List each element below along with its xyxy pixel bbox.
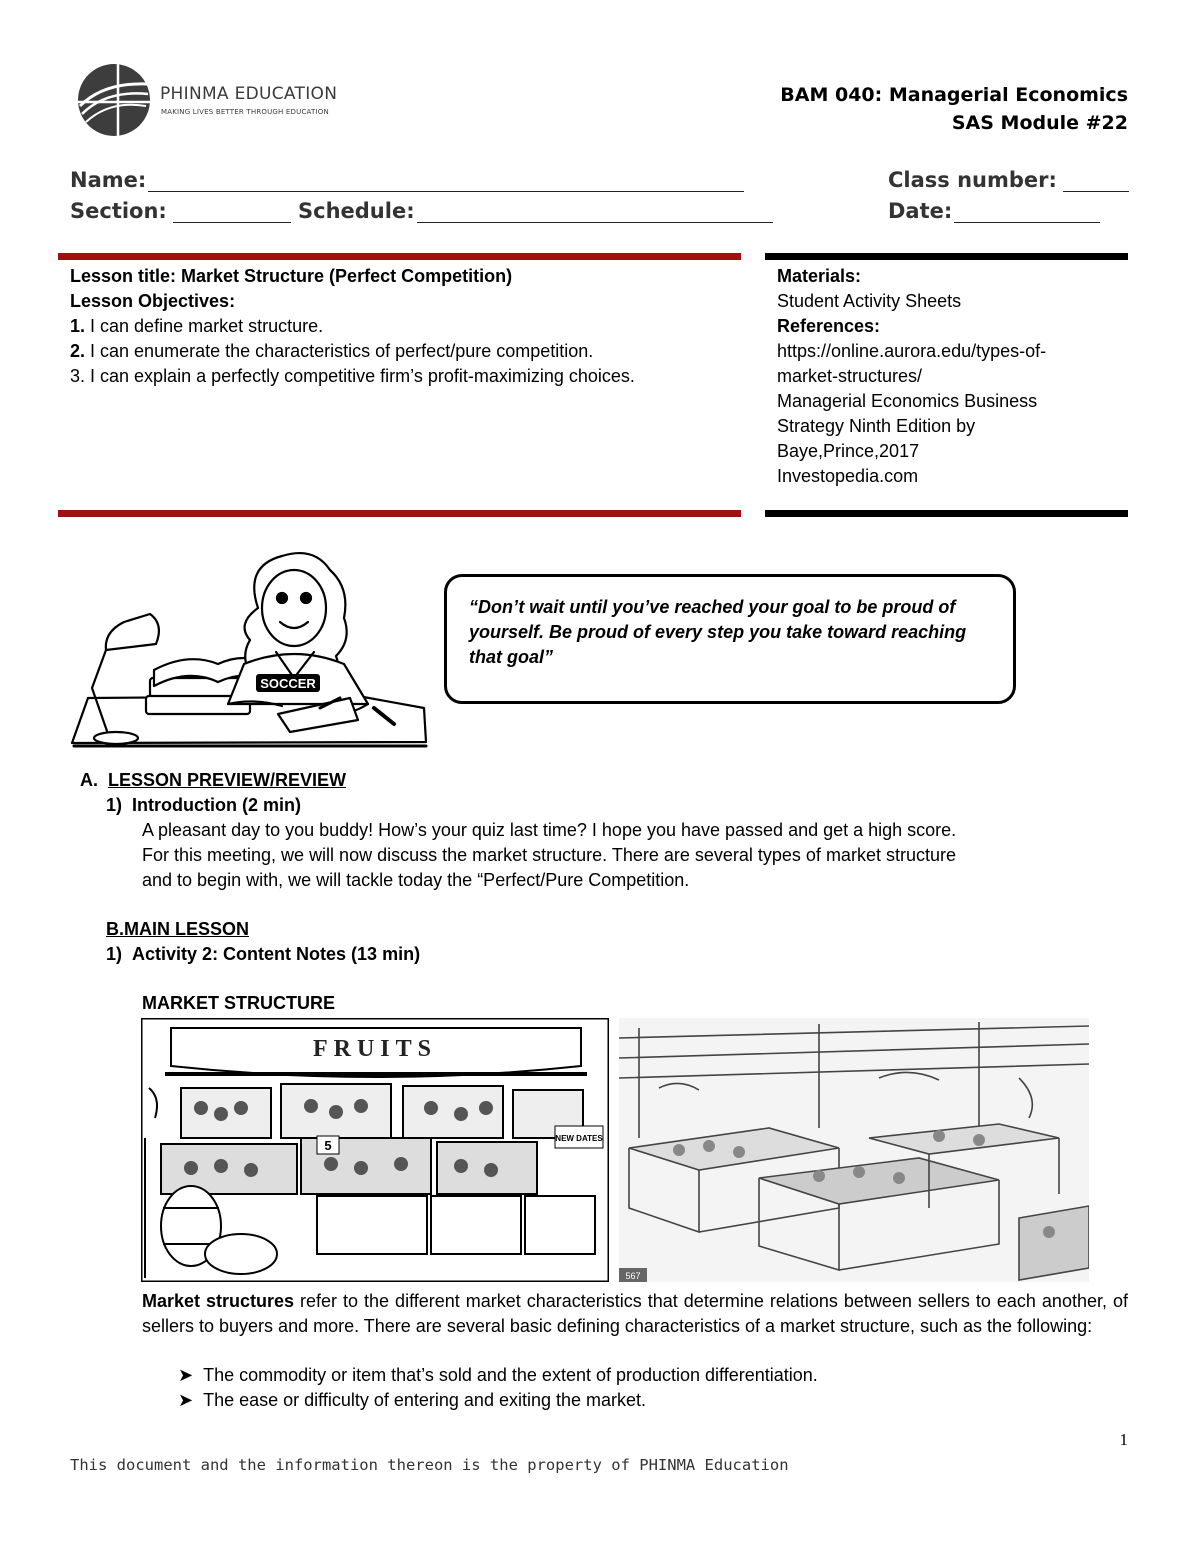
section-a-heading: A. LESSON PREVIEW/REVIEW [80, 770, 347, 790]
top-red-divider [58, 253, 741, 260]
quote-box [444, 574, 1016, 704]
bottom-red-divider [58, 510, 741, 517]
section-b-heading: B.MAIN LESSON [106, 919, 250, 939]
arrow-bullet-icon: ➤ [178, 1390, 194, 1410]
section-field[interactable] [70, 199, 291, 223]
objective-item: 1. I can define market structure. [70, 316, 324, 336]
objective-item: 2. I can enumerate the characteristics of perfect/pure competition. [70, 341, 594, 361]
bullet-item: ➤ The ease or difficulty of entering and exiting the market. [178, 1390, 647, 1410]
new-dates-tag: NEW DATES [555, 1134, 603, 1143]
objective-item: 3. I can explain a perfectly competitive firm’s profit-maximizing choices. [70, 366, 635, 386]
reference-line: Investopedia.com [777, 466, 919, 486]
fruit-stand-image [141, 1018, 609, 1282]
reference-line: Managerial Economics Business [777, 391, 1038, 411]
page-number: 1 [1119, 1430, 1128, 1449]
class-number-label: Class number: [888, 168, 1057, 192]
image-code: 567 [625, 1271, 641, 1281]
shirt-text: SOCCER [260, 676, 316, 691]
references-heading: References: [777, 316, 881, 336]
schedule-field[interactable] [298, 199, 773, 223]
module-number: SAS Module #22 [951, 112, 1128, 134]
name-label: Name: [70, 168, 147, 192]
logo-name: PHINMA EDUCATION [160, 84, 338, 104]
reference-line[interactable]: market-structures/ [777, 366, 923, 386]
activity-heading: 1) Activity 2: Content Notes (13 min) [106, 944, 421, 964]
price-tag: 5 [324, 1138, 332, 1153]
date-label: Date: [888, 199, 953, 223]
reference-line[interactable]: https://online.aurora.edu/types-of- [777, 341, 1047, 361]
intro-line: A pleasant day to you buddy! How’s your quiz last time? I hope you have passed and get a high score. [142, 820, 957, 840]
lesson-info [70, 264, 730, 389]
arrow-bullet-icon: ➤ [178, 1365, 194, 1385]
reference-line: Baye,Prince,2017 [777, 441, 920, 461]
materials-item: Student Activity Sheets [777, 291, 962, 311]
intro-line: and to begin with, we will tackle today the “Perfect/Pure Competition. [142, 870, 690, 890]
market-structures-definition: Market structures refer to the different market characteristics that determine relations between sellers to each another, of sellers to buyers and more. There are several basic defining characteristics of a market structure, such as the following: [142, 1291, 1128, 1336]
schedule-label: Schedule: [298, 199, 415, 223]
class-number-field[interactable] [888, 168, 1129, 192]
phinma-globe-icon [74, 62, 154, 138]
intro-line: For this meeting, we will now discuss the market structure. There are several types of market structure [142, 845, 956, 865]
logo-tagline: MAKING LIVES BETTER THROUGH EDUCATION [161, 108, 329, 116]
introduction-heading: 1) Introduction (2 min) [106, 795, 302, 815]
fruits-sign: FRUITS [312, 1036, 438, 1062]
section-label: Section: [70, 199, 167, 223]
course-title: BAM 040: Managerial Economics [780, 84, 1128, 106]
objectives-heading: Lesson Objectives: [70, 291, 236, 311]
date-field[interactable] [888, 199, 1100, 223]
lesson-title: Lesson title: Market Structure (Perfect Competition) [70, 266, 513, 286]
phinma-logo [74, 62, 338, 138]
quote-text: “Don’t wait until you’ve reached your goal to be proud of yourself. Be proud of every step you take toward reaching that goal” [469, 597, 967, 667]
bottom-black-divider [765, 510, 1128, 517]
bullet-item: ➤ The commodity or item that’s sold and the extent of production differentiation. [178, 1365, 818, 1385]
top-black-divider [765, 253, 1128, 260]
market-structure-subheading: MARKET STRUCTURE [142, 993, 335, 1013]
reference-line: Strategy Ninth Edition by [777, 416, 976, 436]
materials-info [777, 264, 1137, 489]
materials-heading: Materials: [777, 266, 862, 286]
footer-note: This document and the information thereon is the property of PHINMA Education [70, 1456, 789, 1474]
market-crates-image [619, 1018, 1089, 1282]
name-field[interactable] [70, 168, 744, 192]
student-studying-illustration [68, 548, 430, 754]
